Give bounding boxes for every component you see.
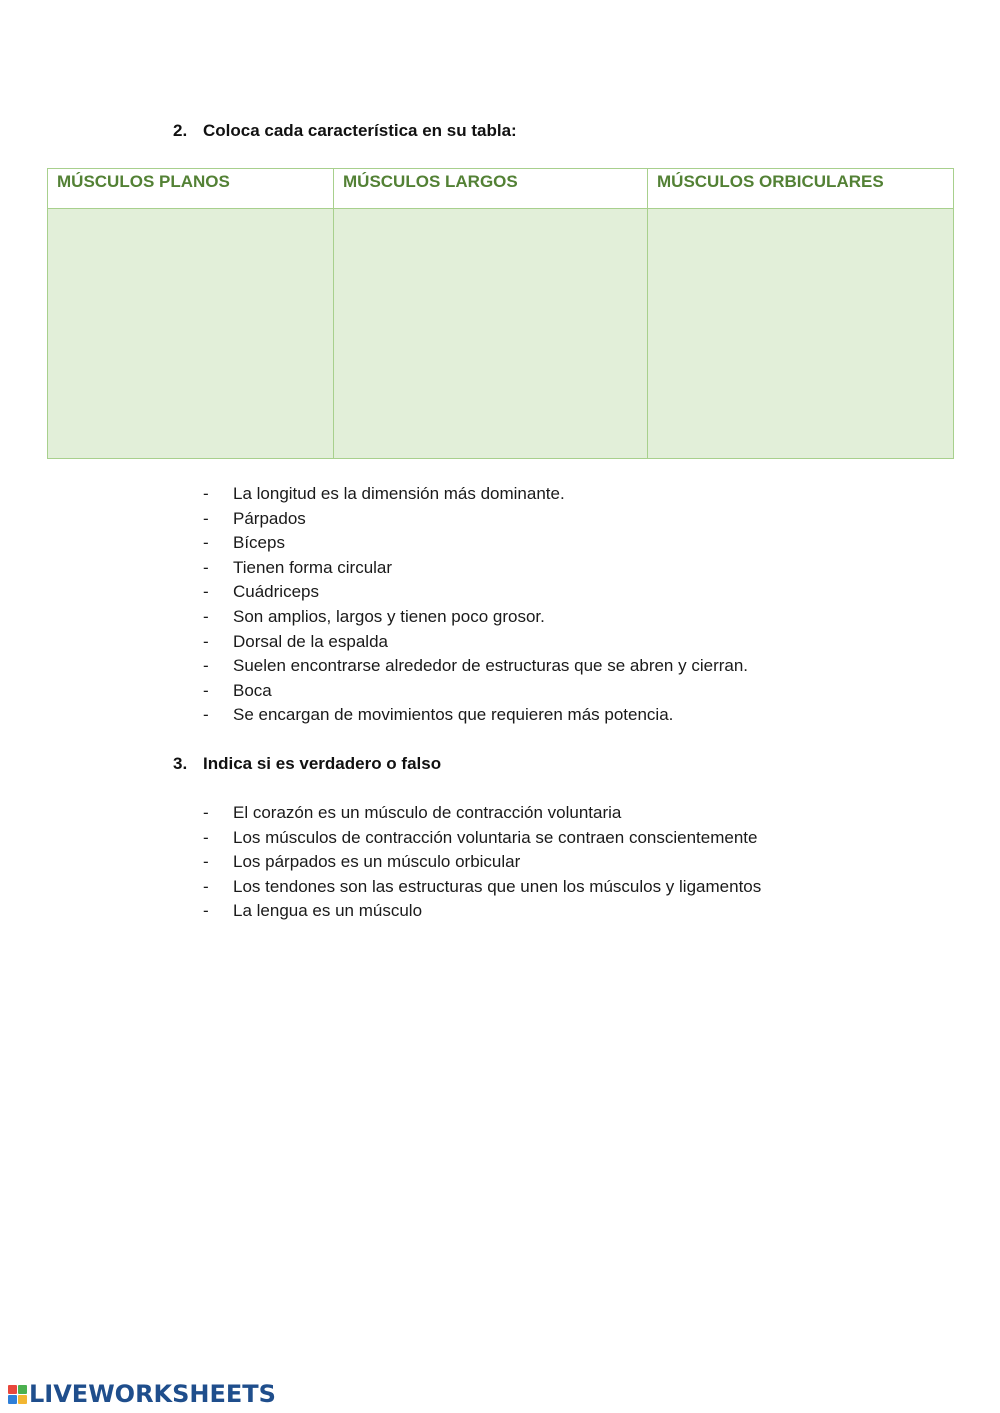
logo-block-green: [18, 1385, 27, 1394]
statement-text: Los tendones son las estructuras que unen los músculos y ligamentos: [233, 876, 762, 896]
question-2-heading: [173, 120, 517, 142]
list-item-text: La longitud es la dimensión más dominante.: [233, 484, 565, 503]
list-item: [203, 899, 761, 924]
header-musculos-largos: MÚSCULOS LARGOS: [334, 169, 648, 209]
list-marker: -: [203, 705, 209, 725]
list-marker: -: [203, 533, 209, 553]
statement-text: La lengua es un músculo: [233, 901, 423, 921]
list-marker: -: [203, 606, 209, 626]
list-marker: -: [203, 901, 209, 921]
table-header-row: [48, 169, 954, 209]
table-drop-row: [48, 209, 954, 459]
list-marker: -: [203, 582, 209, 602]
list-marker: -: [203, 557, 209, 577]
statement-text: Los párpados es un músculo orbicular: [233, 852, 521, 872]
list-item-text: Dorsal de la espalda: [233, 631, 388, 651]
brand-name: LIVEWORKSHEETS: [29, 1380, 276, 1408]
list-marker: -: [203, 852, 209, 872]
logo-block-blue: [8, 1395, 17, 1404]
logo-block-yellow: [18, 1395, 27, 1404]
list-item-text: Tienen forma circular: [233, 557, 393, 577]
list-item[interactable]: [203, 482, 748, 507]
liveworksheets-logo[interactable]: [8, 1381, 276, 1407]
characteristics-list: [203, 482, 748, 728]
list-marker: -: [203, 656, 209, 676]
list-item-text: Suelen encontrarse alrededor de estructuras que se abren y cierran.: [233, 656, 749, 676]
drop-zone-planos[interactable]: [48, 209, 334, 459]
question-title: Indica si es verdadero o falso: [203, 754, 442, 773]
logo-block-red: [8, 1385, 17, 1394]
list-item-text: Boca: [233, 680, 272, 700]
logo-blocks-icon: [8, 1385, 27, 1404]
list-item-text: Bíceps: [233, 533, 285, 553]
list-item[interactable]: [203, 679, 748, 704]
drop-zone-orbiculares[interactable]: [648, 209, 954, 459]
classification-table: [47, 168, 954, 459]
header-musculos-planos: MÚSCULOS PLANOS: [48, 169, 334, 209]
statement-text: Los músculos de contracción voluntaria se contraen conscientemente: [233, 827, 758, 847]
question-title: Coloca cada característica en su tabla:: [203, 121, 517, 140]
list-item[interactable]: [203, 654, 748, 679]
list-item[interactable]: [203, 507, 748, 532]
list-item[interactable]: [203, 531, 748, 556]
statement-text: El corazón es un músculo de contracción voluntaria: [233, 803, 622, 822]
question-number: 2.: [173, 121, 188, 140]
drop-zone-largos[interactable]: [334, 209, 648, 459]
list-marker: -: [203, 484, 209, 503]
list-marker: -: [203, 876, 209, 896]
list-marker: -: [203, 680, 209, 700]
list-item: [203, 850, 761, 875]
list-item-text: Se encargan de movimientos que requieren más potencia.: [233, 705, 674, 725]
true-false-list: [203, 801, 761, 924]
question-number: 3.: [173, 754, 188, 773]
list-item[interactable]: [203, 630, 748, 655]
list-marker: -: [203, 631, 209, 651]
list-marker: -: [203, 827, 209, 847]
question-3-heading: [173, 753, 441, 775]
header-musculos-orbiculares: MÚSCULOS ORBICULARES: [648, 169, 954, 209]
list-item[interactable]: [203, 605, 748, 630]
list-marker: -: [203, 508, 209, 528]
list-item[interactable]: [203, 703, 748, 728]
list-item-text: Párpados: [233, 508, 306, 528]
list-item: [203, 801, 761, 826]
list-item-text: Son amplios, largos y tienen poco grosor.: [233, 606, 545, 626]
list-item[interactable]: [203, 556, 748, 581]
list-item[interactable]: [203, 580, 748, 605]
list-item: [203, 875, 761, 900]
list-item-text: Cuádriceps: [233, 582, 319, 602]
list-marker: -: [203, 803, 209, 822]
list-item: [203, 826, 761, 851]
